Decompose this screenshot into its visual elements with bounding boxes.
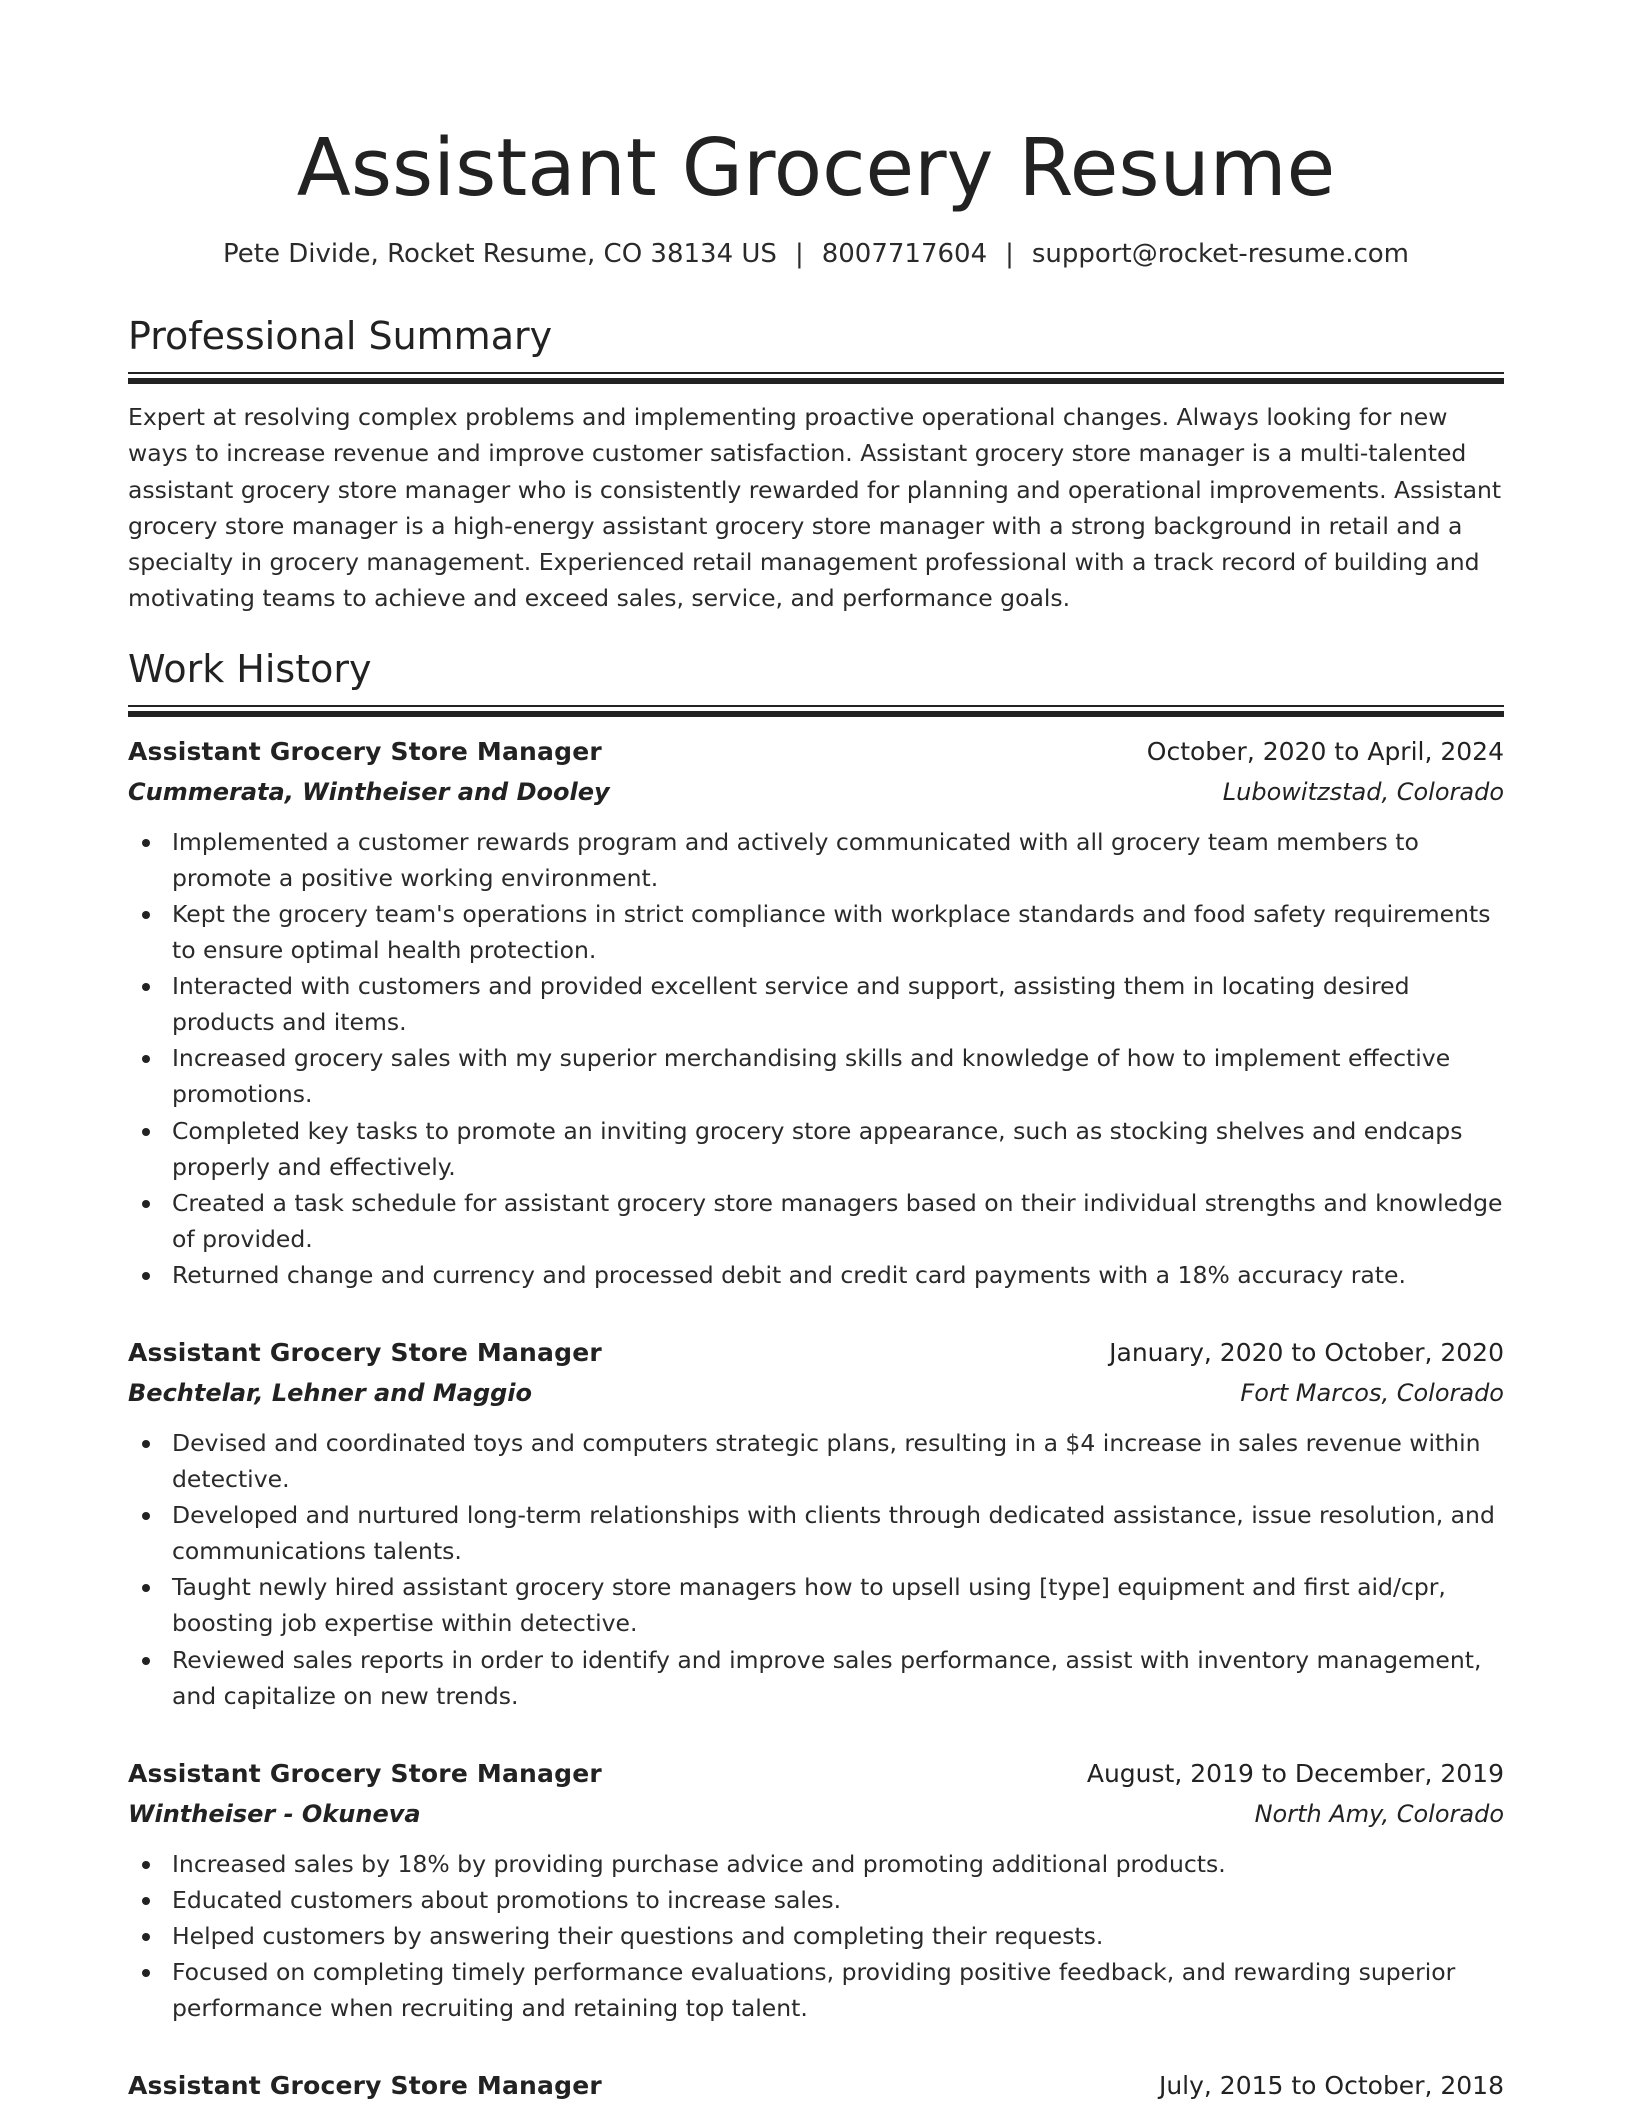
job-bullet: Developed and nurtured long-term relationships with clients through dedicated assistance, issue resolution, and communications talents.: [128, 1497, 1504, 1569]
job-company: Bechtelar, Lehner and Maggio: [128, 1379, 533, 1407]
job-title: Assistant Grocery Store Manager: [128, 1338, 602, 1367]
job-bullet: Taught newly hired assistant grocery store managers how to upsell using [type] equipment and first aid/cpr, boosting job expertise within detective.: [128, 1569, 1504, 1641]
section-divider: [128, 705, 1504, 718]
job-bullet: Increased sales by 18% by providing purchase advice and promoting additional products.: [128, 1846, 1504, 1882]
job-location: Lubowitzstad, Colorado: [1222, 777, 1504, 806]
job-dates: August, 2019 to December, 2019: [1086, 1758, 1504, 1788]
section-divider: [128, 372, 1504, 385]
job-bullet: Completed key tasks to promote an inviting grocery store appearance, such as stocking shelves and endcaps properly and effectively.: [128, 1113, 1504, 1185]
contact-email: support@rocket-resume.com: [1031, 239, 1409, 269]
job-entry: [128, 732, 1504, 1293]
job-bullet: Helped customers by answering their questions and completing their requests.: [128, 1918, 1504, 1954]
job-bullets: [128, 1846, 1504, 2026]
contact-separator: |: [1005, 239, 1014, 269]
work-history-list: [128, 732, 1504, 2106]
job-bullet: Devised and coordinated toys and computers strategic plans, resulting in a $4 increase in sales revenue within detective.: [128, 1425, 1504, 1497]
contact-line: [128, 236, 1504, 272]
contact-separator: |: [794, 239, 804, 269]
job-bullet: Created a task schedule for assistant grocery store managers based on their individual strengths and knowledge of provided.: [128, 1185, 1504, 1257]
summary-text: Expert at resolving complex problems and implementing proactive operational changes. Always looking for new ways to increase revenue and improve customer satisfaction. Assistant grocery store manager is a multi-talented assistant grocery store manager who is consistently rewarded for planning and operational improvements. Assistant grocery store manager is a high-energy assistant grocery store manager with a strong background in retail and a specialty in grocery management. Experienced retail management professional with a track record of building and motivating teams to achieve and exceed sales, service, and performance goals.: [128, 403, 1502, 613]
job-title: Assistant Grocery Store Manager: [128, 736, 602, 766]
job-title: Assistant Grocery Store Manager: [128, 2071, 602, 2101]
summary-heading: Professional Summary: [128, 314, 553, 358]
job-company-row: [128, 1373, 1504, 1413]
job-header-row: [128, 2066, 1504, 2106]
contact-phone: 8007717604: [821, 239, 988, 269]
job-bullets: [128, 1425, 1504, 1714]
job-company-row: [128, 772, 1504, 812]
job-title: Assistant Grocery Store Manager: [128, 1758, 602, 1788]
job-bullet: Focused on completing timely performance evaluations, providing positive feedback, and rewarding superior performance when recruiting and retaining top talent.: [128, 1954, 1504, 2026]
job-dates: October, 2020 to April, 2024: [1146, 736, 1504, 766]
job-entry: [128, 2066, 1504, 2106]
job-entry: [128, 1333, 1504, 1714]
job-location: North Amy, Colorado: [1254, 1799, 1504, 1828]
job-company: Cummerata, Wintheiser and Dooley: [128, 777, 610, 806]
job-company: Wintheiser - Okuneva: [128, 1799, 421, 1828]
job-bullet: Educated customers about promotions to increase sales.: [128, 1882, 1504, 1918]
job-header-row: [128, 1754, 1504, 1794]
job-bullet: Implemented a customer rewards program and actively communicated with all grocery team members to promote a positive working environment.: [128, 824, 1504, 896]
job-bullet: Returned change and currency and processed debit and credit card payments with a 18% accuracy rate.: [128, 1257, 1504, 1293]
resume-title: Assistant Grocery Resume: [296, 122, 1336, 214]
contact-address: Pete Divide, Rocket Resume, CO 38134 US: [223, 239, 777, 269]
job-location: Fort Marcos, Colorado: [1240, 1379, 1504, 1407]
job-bullet: Increased grocery sales with my superior merchandising skills and knowledge of how to implement effective promotions.: [128, 1040, 1504, 1112]
job-bullets: [128, 824, 1504, 1293]
job-header-row: [128, 732, 1504, 772]
job-bullet: Kept the grocery team's operations in strict compliance with workplace standards and food safety requirements to ensure optimal health protection.: [128, 896, 1504, 968]
job-entry: [128, 1754, 1504, 2026]
job-header-row: [128, 1333, 1504, 1373]
job-dates: July, 2015 to October, 2018: [1158, 2071, 1504, 2101]
job-dates: January, 2020 to October, 2020: [1109, 1338, 1504, 1367]
job-company-row: [128, 1794, 1504, 1834]
job-bullet: Reviewed sales reports in order to identify and improve sales performance, assist with inventory management, and capitalize on new trends.: [128, 1642, 1504, 1714]
work-history-heading: Work History: [128, 646, 372, 691]
job-bullet: Interacted with customers and provided excellent service and support, assisting them in locating desired products and items.: [128, 968, 1504, 1040]
